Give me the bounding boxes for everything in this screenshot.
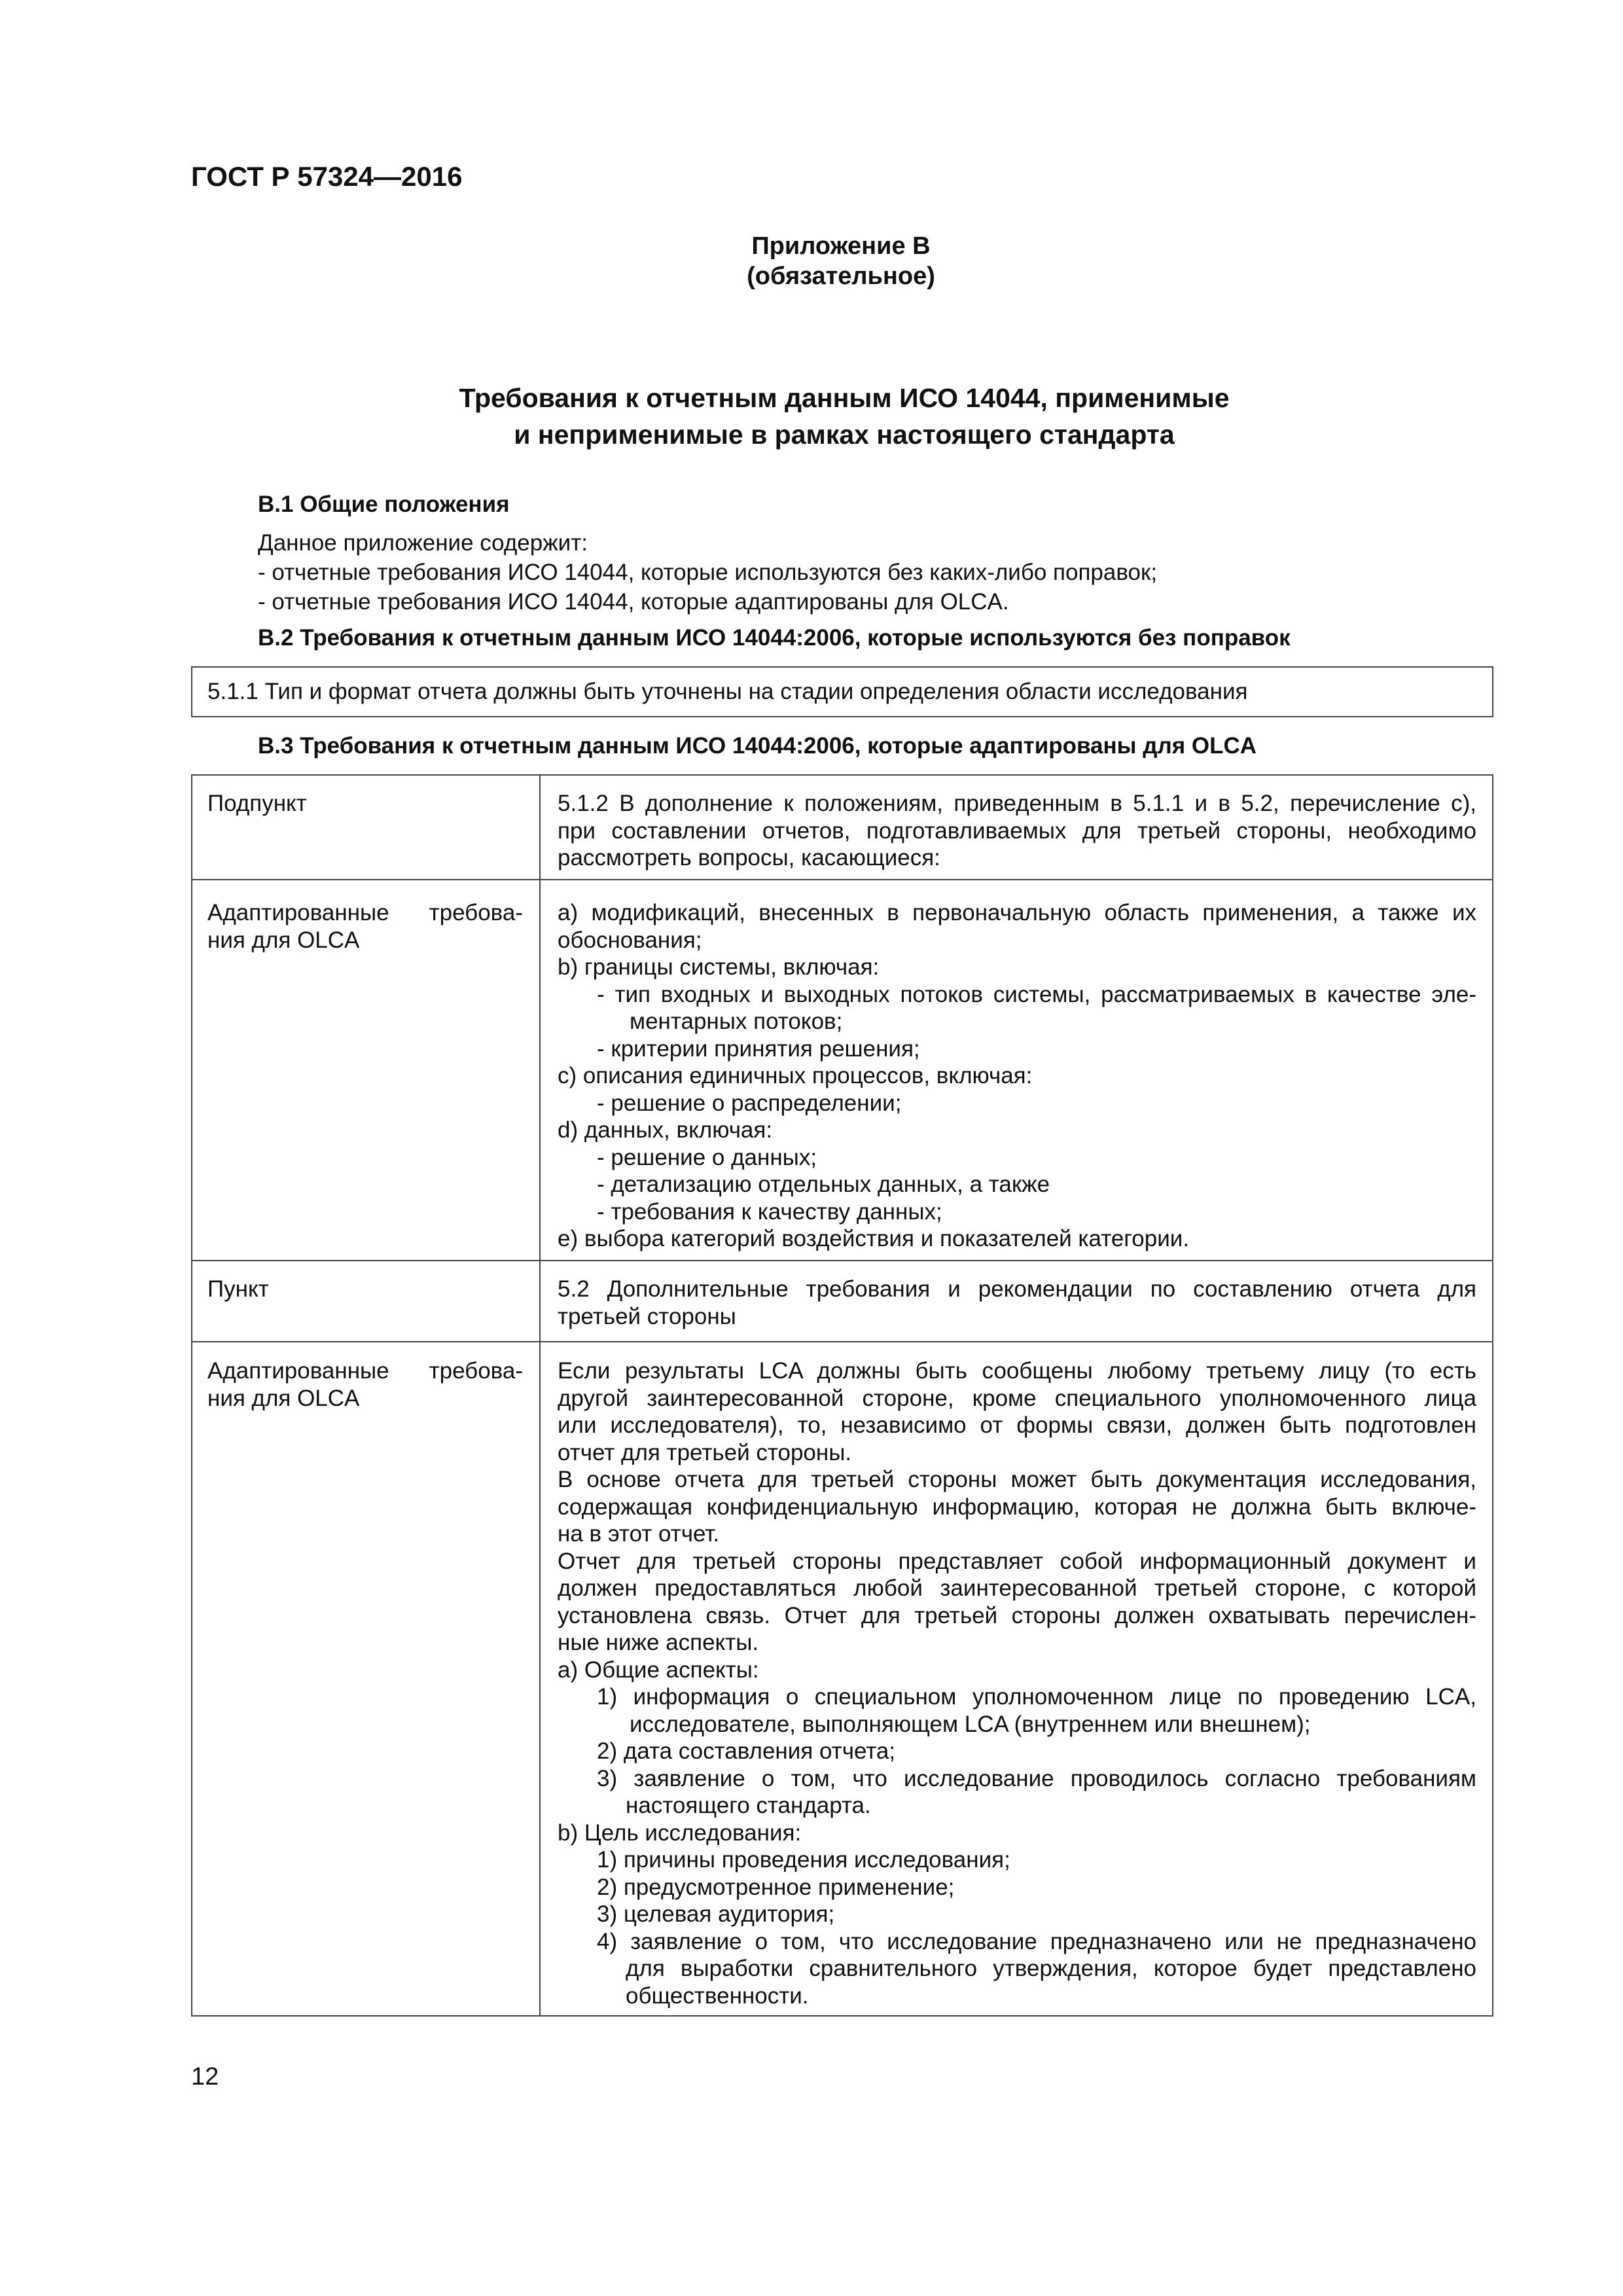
appendix-title-line-1: Требования к отчетным данным ИСО 14044, применимые xyxy=(459,383,1230,413)
row-2-line: - тип входных и выходных потоков системы, рассматриваемых в качестве эле- xyxy=(597,981,1476,1007)
row-4-line: 3) заявление о том, что исследование проводилось согласно требованиям xyxy=(597,1765,1476,1791)
row-4-line: отчет для третьей стороны. xyxy=(558,1439,852,1465)
row-2-label-line-1 xyxy=(207,899,523,927)
row-4-line: 2) предусмотренное применение; xyxy=(597,1874,955,1900)
row-3-line: 5.2 Дополнительные требования и рекомендации по составлению отчета для xyxy=(558,1276,1476,1302)
row-2-line: - решение о данных; xyxy=(597,1144,817,1170)
row-4-line: 3) целевая аудитория; xyxy=(597,1901,835,1927)
section-b3-heading: В.3 Требования к отчетным данным ИСО 14044:2006, которые адаптированы для OLCA xyxy=(258,733,1257,759)
row-3-line: третьей стороны xyxy=(558,1303,736,1329)
row-1-line: при составлении отчетов, подготавливаемых для третьей стороны, необходимо xyxy=(558,817,1476,844)
row-3-label: Пункт xyxy=(207,1276,269,1302)
section-b2-heading: В.2 Требования к отчетным данным ИСО 14044:2006, которые используются без поправок xyxy=(258,625,1291,651)
row-4-line: 4) заявление о том, что исследование предназначено или не предназначено xyxy=(597,1928,1476,1954)
section-b1-item-1: - отчетные требования ИСО 14044, которые используются без каких-либо поправок; xyxy=(258,560,1158,585)
appendix-label: Приложение В xyxy=(751,232,931,260)
row-4-line: должен предоставляться любой заинтересованной третьей стороне, с которой xyxy=(558,1575,1476,1601)
row-4-line: настоящего стандарта. xyxy=(626,1793,871,1818)
row-1-line: 5.1.2 В дополнение к положениям, приведенным в 5.1.1 и в 5.2, перечисление с), xyxy=(558,791,1476,816)
row-2-line: с) описания единичных процессов, включая: xyxy=(558,1063,1033,1088)
row-2-line: b) границы системы, включая: xyxy=(558,954,880,980)
section-b1-intro: Данное приложение содержит: xyxy=(258,530,588,556)
row-2-line: - критерии принятия решения; xyxy=(597,1035,920,1062)
row-4-line: а) Общие аспекты: xyxy=(558,1657,759,1683)
row-4-line: ные ниже аспекты. xyxy=(558,1630,759,1655)
table-column-divider xyxy=(539,774,541,2017)
row-2-line: е) выбора категорий воздействия и показателей категории. xyxy=(558,1226,1190,1251)
row-4-line: исследователе, выполняющем LCA (внутреннем или внешнем); xyxy=(630,1711,1311,1737)
row-2-label xyxy=(207,899,523,954)
row-4-line: общественности. xyxy=(626,1982,809,2009)
row-4-line: 1) информация о специальном уполномоченном лице по проведению LCA, xyxy=(597,1684,1476,1710)
row-4-line: для выработки сравнительного утверждения, которое будет представлено xyxy=(626,1956,1476,1981)
row-4-line: установлена связь. Отчет для третьей стороны должен охватывать перечислен- xyxy=(558,1602,1476,1628)
row-4-label xyxy=(207,1357,523,1412)
section-b1-heading: В.1 Общие положения xyxy=(258,492,510,517)
row-3-content xyxy=(558,1276,1476,1330)
row-4-label-word-2: требова- xyxy=(429,1358,523,1384)
row-4-line: 2) дата составления отчета; xyxy=(597,1738,896,1764)
row-4-line: В основе отчета для третьей стороны может быть документация исследования, xyxy=(558,1467,1476,1492)
row-2-line: - требования к качеству данных; xyxy=(597,1198,942,1225)
table-row-divider-3 xyxy=(191,1341,1493,1342)
row-1-line: рассмотреть вопросы, касающиеся: xyxy=(558,845,940,870)
row-4-line: другой заинтересованной стороне, кроме специального уполномоченного лица xyxy=(558,1385,1476,1411)
appendix-status: (обязательное) xyxy=(747,262,935,290)
row-2-content xyxy=(558,899,1476,1253)
document-code: ГОСТ Р 57324—2016 xyxy=(191,161,463,192)
row-4-line: содержащая конфиденциальную информацию, которая не должна быть включе- xyxy=(558,1494,1476,1520)
row-4-label-word-1: Адаптированные xyxy=(207,1358,389,1384)
page-number: 12 xyxy=(191,2063,219,2090)
row-1-label: Подпункт xyxy=(207,791,307,816)
row-2-line: ментарных потоков; xyxy=(630,1009,843,1034)
row-2-line: а) модификаций, внесенных в первоначальную область применения, а также их xyxy=(558,900,1476,925)
row-4-line: Отчет для третьей стороны представляет собой информационный документ и xyxy=(558,1548,1476,1574)
row-2-label-word-1: Адаптированные xyxy=(207,900,389,925)
table-row-divider-1 xyxy=(191,879,1493,880)
row-4-line: или исследователя), то, независимо от формы связи, должен быть подготовлен xyxy=(558,1412,1476,1438)
row-2-line: обоснования; xyxy=(558,927,702,953)
row-1-content xyxy=(558,790,1476,872)
row-2-line: d) данных, включая: xyxy=(558,1117,773,1143)
row-4-line: b) Цель исследования: xyxy=(558,1820,802,1846)
row-2-line: - решение о распределении; xyxy=(597,1090,902,1116)
row-2-label-word-2: требова- xyxy=(429,900,523,925)
row-4-line: 1) причины проведения исследования; xyxy=(597,1847,1010,1873)
row-4-label-line-1 xyxy=(207,1357,523,1385)
row-2-line: - детализацию отдельных данных, а также xyxy=(597,1172,1050,1197)
row-4-content xyxy=(558,1357,1476,2009)
row-4-line: Если результаты LCA должны быть сообщены любому третьему лицу (то есть xyxy=(558,1358,1476,1384)
appendix-title-line-2: и неприменимые в рамках настоящего стандарта xyxy=(514,420,1175,450)
row-2-label-line-2: ния для OLCA xyxy=(207,927,360,953)
row-4-label-line-2: ния для OLCA xyxy=(207,1385,360,1411)
row-4-line: на в этот отчет. xyxy=(558,1521,720,1547)
section-b1-item-2: - отчетные требования ИСО 14044, которые адаптированы для OLCA. xyxy=(258,589,1009,615)
table-row-divider-2 xyxy=(191,1260,1493,1261)
section-b2-box-text: 5.1.1 Тип и формат отчета должны быть уточнены на стадии определения области исследования xyxy=(207,679,1248,704)
